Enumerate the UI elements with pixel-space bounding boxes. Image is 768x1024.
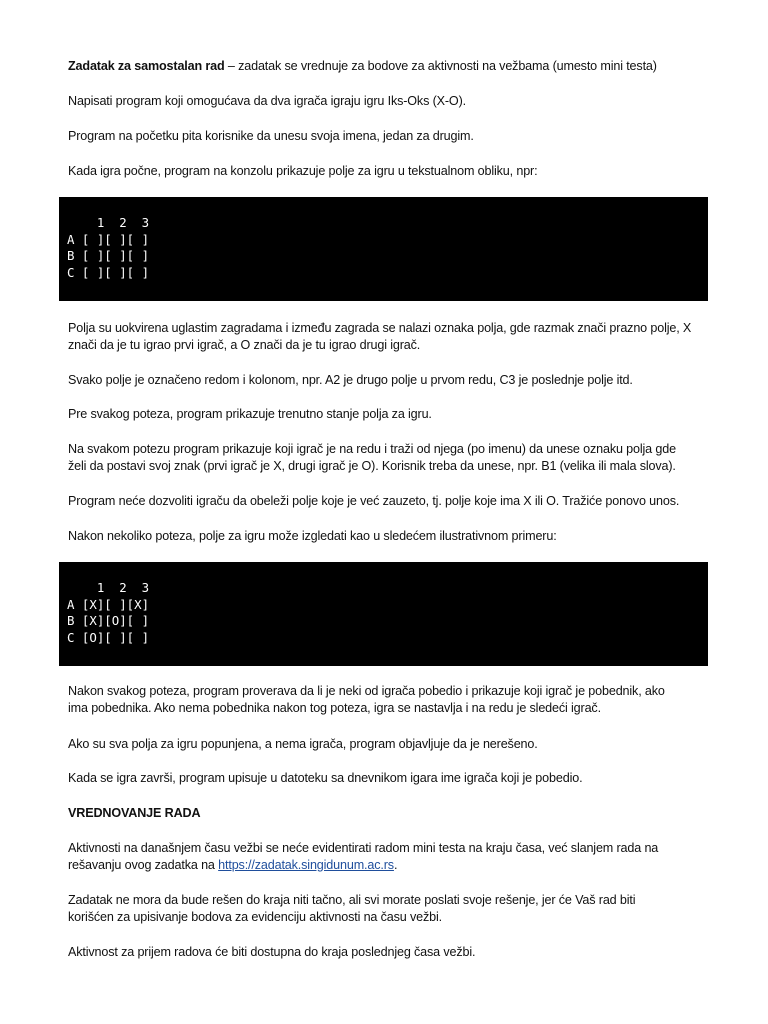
paragraph-draw: Ako su sva polja za igru popunjena, a nema igrača, program objavljuje da je nerešeno. bbox=[68, 737, 538, 751]
evaluation-text-post: . bbox=[393, 858, 398, 872]
paragraph-state: Pre svakog poteza, program prikazuje trenutno stanje polja za igru. bbox=[68, 407, 432, 421]
paragraph-submit-line1: Zadatak ne mora da bude rešen do kraja niti tačno, ali svi morate poslati svoje rešenje, jer će Vaš rad biti bbox=[68, 893, 636, 907]
paragraph-deadline: Aktivnost za prijem radova će biti dostupna do kraja poslednjeg časa vežbi. bbox=[68, 945, 476, 959]
section-title: VREDNOVANJE RADA bbox=[68, 806, 201, 820]
console-block-example bbox=[59, 562, 708, 666]
paragraph-fields-line1: Polja su uokvirena uglastim zagradama i između zagrada se nalazi oznaka polja, gde razmak znači prazno polje, X bbox=[68, 321, 692, 335]
paragraph-intro: Napisati program koji omogućava da dva igrača igraju igru Iks-Oks (X-O). bbox=[68, 94, 466, 108]
task-heading bbox=[68, 58, 657, 75]
console-example-board: 1 2 3 A [X][ ][X] B [X][O][ ] C [O][ ][ ] bbox=[67, 580, 150, 645]
paragraph-fields-line2: znači da je tu igrao prvi igrač, a O znači da je tu igrao drugi igrač. bbox=[68, 338, 421, 352]
paragraph-winner-line1: Nakon svakog poteza, program proverava da li je neki od igrača pobedio i prikazuje koji igrač je pobednik, ako bbox=[68, 684, 665, 698]
paragraph-evaluation-line2 bbox=[68, 857, 397, 874]
paragraph-example: Nakon nekoliko poteza, polje za igru može izgledati kao u sledećem ilustrativnom primeru: bbox=[68, 529, 557, 543]
paragraph-occupied: Program neće dozvoliti igraču da obeleži polje koje je već zauzeto, tj. polje koje ima X ili O. Tražiće ponovo unos. bbox=[68, 494, 680, 508]
paragraph-submit-line2: korišćen za upisivanje bodova za evidenciju aktivnosti na času vežbi. bbox=[68, 910, 442, 924]
task-heading-rest: – zadatak se vrednuje za bodove za aktivnosti na vežbama (umesto mini testa) bbox=[224, 59, 657, 73]
evaluation-text-pre: rešavanju ovog zadatka na bbox=[68, 858, 219, 872]
paragraph-turn-line2: želi da postavi svoj znak (prvi igrač je X, drugi igrač je O). Korisnik treba da unese, npr. B1 (velika ili mala slova). bbox=[68, 459, 676, 473]
paragraph-winner-line2: ima pobednika. Ako nema pobednika nakon tog poteza, igra se nastavlja i na redu je sledeći igrač. bbox=[68, 701, 601, 715]
submission-link[interactable]: https://zadatak.singidunum.ac.rs bbox=[218, 858, 394, 872]
paragraph-labels: Svako polje je označeno redom i kolonom, npr. A2 je drugo polje u prvom redu, C3 je poslednje polje itd. bbox=[68, 373, 633, 387]
task-heading-bold: Zadatak za samostalan rad bbox=[68, 59, 225, 73]
paragraph-evaluation-line1: Aktivnosti na današnjem času vežbi se neće evidentirati radom mini testa na kraju časa, već slanjem rada na bbox=[68, 841, 659, 855]
paragraph-names: Program na početku pita korisnike da unesu svoja imena, jedan za drugim. bbox=[68, 129, 474, 143]
paragraph-turn-line1: Na svakom potezu program prikazuje koji igrač je na redu i traži od njega (po imenu) da unese oznaku polja gde bbox=[68, 442, 676, 456]
paragraph-log: Kada se igra završi, program upisuje u datoteku sa dnevnikom igara ime igrača koji je pobedio. bbox=[68, 771, 583, 785]
paragraph-console: Kada igra počne, program na konzolu prikazuje polje za igru u tekstualnom obliku, npr: bbox=[68, 164, 538, 178]
console-empty-board: 1 2 3 A [ ][ ][ ] B [ ][ ][ ] C [ ][ ][ ] bbox=[67, 215, 150, 280]
console-block-empty bbox=[59, 197, 708, 301]
